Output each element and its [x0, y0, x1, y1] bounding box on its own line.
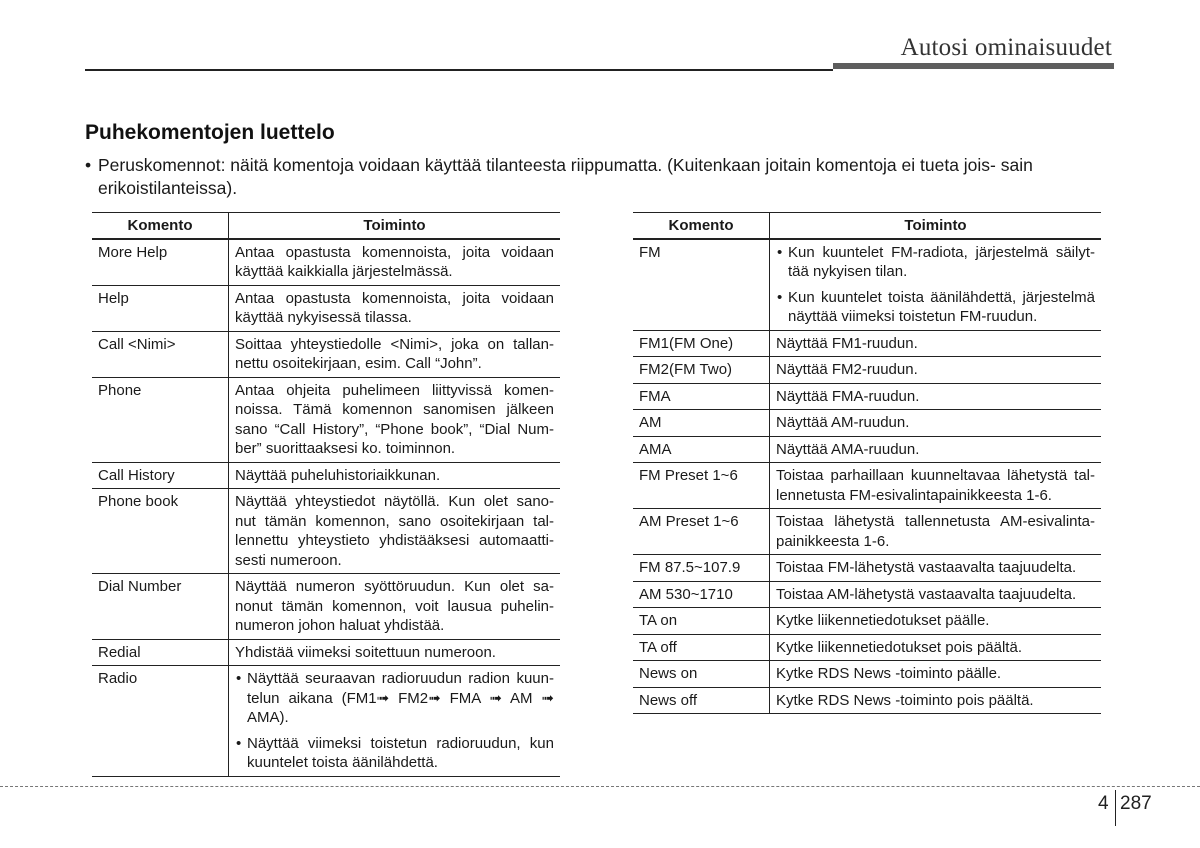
section-title: Puhekomentojen luettelo: [85, 121, 335, 144]
table-row: [633, 410, 1101, 437]
function-cell: [229, 639, 561, 666]
table-row: [633, 509, 1101, 555]
function-text: Näyttää FM1-ruudun.: [776, 334, 918, 352]
table-row: [92, 666, 560, 777]
function-bullet: • Kun kuuntelet FM-radiota, järjestelmä säilyt- tää nykyisen tilan.: [776, 243, 1095, 282]
command-cell: News off: [633, 687, 770, 714]
command-cell: Call History: [92, 462, 229, 489]
command-cell: Help: [92, 285, 229, 331]
command-cell: FM 87.5~107.9: [633, 555, 770, 582]
command-cell: FM2(FM Two): [633, 357, 770, 384]
intro-bullet: [85, 154, 1115, 200]
right-command-table: [633, 212, 1101, 714]
function-cell: [770, 634, 1102, 661]
table-row: [92, 489, 560, 574]
page-number: 287: [1120, 793, 1152, 814]
command-cell: News on: [633, 661, 770, 688]
intro-bullet-text: Peruskomennot: näitä komentoja voidaan käyttää tilanteesta riippumatta. (Kuitenkaan joitain komentoja ei tueta jois- sain erikoistilanteissa).: [98, 155, 1033, 198]
table-row: [633, 463, 1101, 509]
command-cell: FM Preset 1~6: [633, 463, 770, 509]
function-cell: [770, 410, 1102, 437]
command-cell: TA off: [633, 634, 770, 661]
table-row: [633, 555, 1101, 582]
table-row: [92, 462, 560, 489]
footer-separator: [1115, 790, 1116, 826]
function-text: Kytke liikennetiedotukset päälle.: [776, 612, 990, 629]
function-cell: [229, 489, 561, 574]
left-col-header-function: Toiminto: [229, 213, 561, 239]
command-cell: AMA: [633, 436, 770, 463]
table-row: [633, 634, 1101, 661]
function-cell: [770, 330, 1102, 357]
command-cell: FM1(FM One): [633, 330, 770, 357]
function-text: Antaa ohjeita puhelimeen liittyvissä komen- noissa. Tämä komennon sanomisen jälkeen sano “Call History”, “Phone book”, “Dial Num- ber” suorittaaksesi ko. toiminnon.: [235, 381, 554, 457]
table-row: [92, 574, 560, 640]
command-cell: TA on: [633, 608, 770, 635]
function-cell: [770, 581, 1102, 608]
command-cell: Phone: [92, 377, 229, 462]
table-row: [633, 581, 1101, 608]
left-col-header-command: Komento: [92, 213, 229, 239]
function-cell: [229, 574, 561, 640]
bullet-dot: •: [85, 155, 92, 175]
table-row: [633, 687, 1101, 714]
function-bullet: • Näyttää seuraavan radioruudun radion kuun- telun aikana (FM1➟ FM2➟ FMA ➟ AM ➟ AMA).: [235, 669, 554, 728]
function-cell: [770, 463, 1102, 509]
left-command-table: [92, 212, 560, 777]
function-cell: [229, 331, 561, 377]
running-header-title: Autosi ominaisuudet: [900, 34, 1112, 61]
command-cell: Redial: [92, 639, 229, 666]
function-text: Toistaa FM-lähetystä vastaavalta taajuudelta.: [776, 559, 1077, 576]
table-row: [633, 661, 1101, 688]
chapter-number: 4: [1098, 793, 1109, 814]
header-rule: [85, 69, 833, 71]
command-cell: AM 530~1710: [633, 581, 770, 608]
function-text: Yhdistää viimeksi soitettuun numeroon.: [235, 643, 496, 661]
right-col-header-function: Toiminto: [770, 213, 1102, 239]
command-cell: Dial Number: [92, 574, 229, 640]
function-cell: [770, 357, 1102, 384]
function-text: Soittaa yhteystiedolle <Nimi>, joka on tallan- nettu osoitekirjaan, esim. Call “John”.: [235, 335, 554, 372]
function-text: Näyttää puheluhistoriaikkunan.: [235, 466, 441, 484]
function-cell: [770, 383, 1102, 410]
function-cell: [770, 608, 1102, 635]
command-cell: FM: [633, 239, 770, 331]
command-cell: AM: [633, 410, 770, 437]
table-row: [633, 330, 1101, 357]
right-col-header-command: Komento: [633, 213, 770, 239]
function-text: Antaa opastusta komennoista, joita voidaan käyttää nykyisessä tilassa.: [235, 289, 554, 326]
function-text: Näyttää yhteystiedot näytöllä. Kun olet sano- nut tämän komennon, sano osoitekirjaan tal- lennettu yhteystieto yhdistääksesi automaatti- sesti numeroon.: [235, 493, 554, 569]
function-text: Kytke RDS News -toiminto päälle.: [776, 665, 1002, 682]
function-cell: [229, 285, 561, 331]
function-text: Näyttää AMA-ruudun.: [776, 440, 920, 458]
function-text: Antaa opastusta komennoista, joita voidaan käyttää kaikkialla järjestelmässä.: [235, 243, 554, 280]
table-row: [633, 383, 1101, 410]
function-bullet: • Näyttää viimeksi toistetun radioruudun, kun kuuntelet toista äänilähdettä.: [235, 734, 554, 773]
function-text: Toistaa AM-lähetystä vastaavalta taajuudelta.: [776, 585, 1077, 603]
function-text: Kytke liikennetiedotukset pois päältä.: [776, 638, 1022, 656]
table-row: [92, 331, 560, 377]
footer-dashed-rule: [0, 786, 1200, 787]
table-row: [92, 377, 560, 462]
function-cell: [770, 555, 1102, 582]
function-cell: [770, 661, 1102, 688]
command-cell: AM Preset 1~6: [633, 509, 770, 555]
table-row: [633, 357, 1101, 384]
command-cell: Radio: [92, 666, 229, 777]
function-cell: [229, 666, 561, 777]
table-row: [92, 239, 560, 286]
command-cell: Phone book: [92, 489, 229, 574]
function-cell: [229, 462, 561, 489]
function-text: Toistaa lähetystä tallennetusta AM-esivalinta- painikkeesta 1-6.: [776, 513, 1095, 550]
function-cell: [229, 239, 561, 286]
table-row: [633, 608, 1101, 635]
function-cell: [770, 687, 1102, 714]
table-row: [92, 285, 560, 331]
function-bullet: • Kun kuuntelet toista äänilähdettä, järjestelmä näyttää viimeksi toistetun FM-ruudun.: [776, 288, 1095, 327]
function-cell: [770, 436, 1102, 463]
table-row: [92, 639, 560, 666]
command-cell: FMA: [633, 383, 770, 410]
function-cell: [229, 377, 561, 462]
function-cell: [770, 509, 1102, 555]
table-row: [633, 239, 1101, 331]
table-row: [633, 436, 1101, 463]
header-bar: [833, 63, 1114, 69]
function-text: Näyttää FMA-ruudun.: [776, 387, 920, 405]
command-cell: More Help: [92, 239, 229, 286]
function-text: Kytke RDS News -toiminto pois päältä.: [776, 691, 1034, 709]
function-cell: [770, 239, 1102, 331]
function-text: Näyttää numeron syöttöruudun. Kun olet sa- nonut tämän komennon, voit lausua puhelin- numeron johon haluat yhdistää.: [235, 578, 554, 634]
function-text: Toistaa parhaillaan kuunneltavaa lähetystä tal- lennetusta FM-esivalintapainikkeesta 1-6.: [776, 467, 1095, 504]
function-text: Näyttää AM-ruudun.: [776, 414, 910, 431]
function-text: Näyttää FM2-ruudun.: [776, 361, 918, 378]
command-cell: Call <Nimi>: [92, 331, 229, 377]
